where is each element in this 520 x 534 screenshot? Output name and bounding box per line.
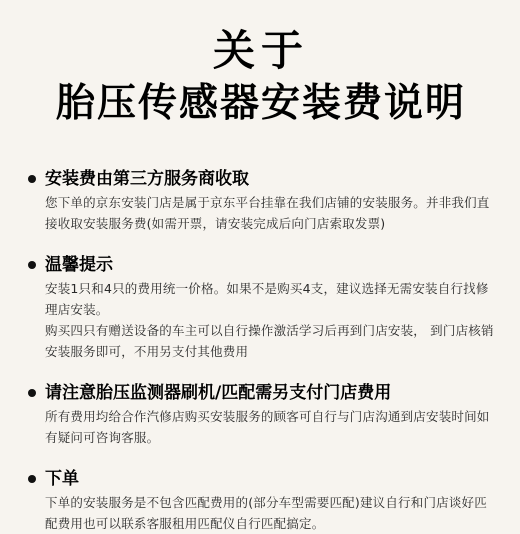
section-heading [28, 169, 494, 189]
section-heading-text: 请注意胎压监测器刷机/匹配需另支付门店费用 [45, 383, 392, 403]
section-warm-tips [28, 255, 494, 362]
page-title [28, 26, 494, 126]
bullet-dot-icon [28, 261, 36, 269]
section-body [45, 406, 494, 448]
section-paragraph: 购买四只有赠送设备的车主可以自行操作激活学习后再到门店安装， 到门店核销安装服务即可，不用另支付其他费用 [45, 323, 494, 359]
section-heading-text: 温馨提示 [45, 255, 113, 275]
section-body [45, 492, 494, 534]
section-paragraph: 安装1只和4只的费用统一价格。如果不是购买4支，建议选择无需安装自行找修理店安装。 [45, 281, 489, 317]
notice-sections [28, 169, 494, 534]
section-order [28, 469, 494, 534]
bullet-dot-icon [28, 175, 36, 183]
section-heading [28, 255, 494, 275]
title-line-1: 关于 [212, 26, 309, 75]
section-heading [28, 383, 494, 403]
section-paragraph: 所有费用均给合作汽修店购买安装服务的顾客可自行与门店沟通到店安装时间如有疑问可咨询客服。 [45, 409, 490, 445]
title-line-2: 胎压传感器安装费说明 [55, 81, 466, 126]
section-heading-text: 下单 [45, 469, 79, 489]
section-paragraph: 下单的安装服务是不包含匹配费用的(部分车型需要匹配)建议自行和门店谈好匹配费用也可以联系客服租用匹配仪自行匹配搞定。 [45, 495, 487, 531]
section-heading-text: 安装费由第三方服务商收取 [45, 169, 249, 189]
bullet-dot-icon [28, 389, 36, 397]
bullet-dot-icon [28, 475, 36, 483]
section-body [45, 192, 494, 234]
section-body [45, 278, 494, 362]
section-heading [28, 469, 494, 489]
section-matching-fee [28, 383, 494, 448]
section-paragraph: 您下单的京东安装门店是属于京东平台挂靠在我们店铺的安装服务。并非我们直接收取安装服务费(如需开票，请安装完成后向门店索取发票) [45, 195, 490, 231]
section-third-party-fee [28, 169, 494, 234]
